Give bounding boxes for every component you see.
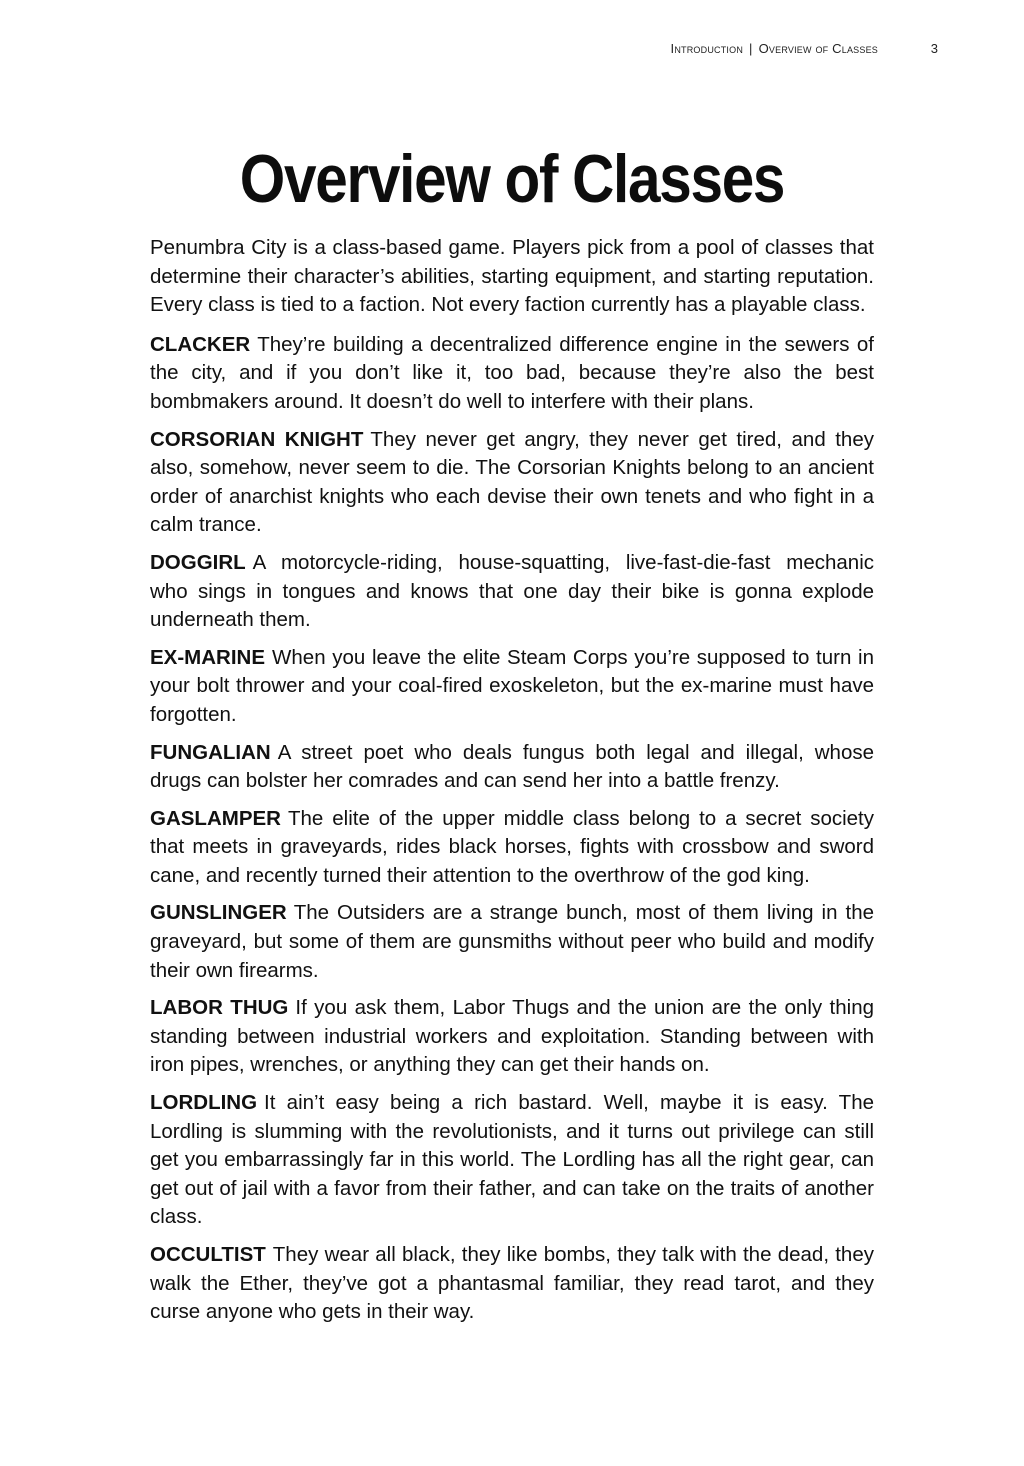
class-name: FUNGALIAN — [150, 740, 271, 764]
class-description: When you leave the elite Steam Corps you’re supposed to turn in your bolt thrower and your coal-fired exoskeleton, but the ex-marine must have forgotten. — [150, 645, 874, 726]
class-entry-labor-thug — [150, 994, 874, 1080]
running-header — [671, 41, 878, 56]
class-description: They wear all black, they like bombs, they talk with the dead, they walk the Ether, they’ve got a phantasmal familiar, they read tarot, and they curse anyone who gets in their way. — [150, 1243, 874, 1324]
header-section: Introduction — [670, 41, 744, 56]
class-entry-lordling — [150, 1089, 874, 1232]
class-description: A motorcycle-riding, house-squatting, live-fast-die-fast mechanic who sings in tongues and knows that one day their bike is gonna explode underneath them. — [150, 550, 874, 632]
class-name: LABOR THUG — [150, 996, 289, 1020]
header-separator: | — [749, 41, 753, 56]
class-description: The Outsiders are a strange bunch, most of them living in the graveyard, but some of them are gunsmiths without peer who build and modify their own firearms. — [150, 901, 874, 982]
class-description: They never get angry, they never get tired, and they also, somehow, never seem to die. The Corsorian Knights belong to an ancient order of anarchist knights who each devise their own tenets and who fight in a calm trance. — [150, 427, 874, 537]
class-description: A street poet who deals fungus both legal and illegal, whose drugs can bolster her comrades and can send her into a battle frenzy. — [150, 740, 874, 793]
class-name: EX-MARINE — [150, 645, 266, 669]
class-entry-corsorian-knight — [150, 426, 874, 540]
class-entry-clacker — [150, 331, 874, 417]
class-description: It ain’t easy being a rich bastard. Well, maybe it is easy. The Lordling is slumming with the revolutionists, and it turns out privilege can still get you embarrassingly far in this world. The Lordling has all the right gear, can get out of jail with a favor from their father, and can take on the traits of another class. — [150, 1091, 874, 1229]
class-name: OCCULTIST — [150, 1243, 266, 1266]
class-entry-fungalian — [150, 739, 874, 796]
class-entry-ex-marine — [150, 644, 874, 730]
class-name: GUNSLINGER — [150, 901, 287, 925]
class-description: If you ask them, Labor Thugs and the union are the only thing standing between industrial workers and exploitation. Standing between with iron pipes, wrenches, or anything they can get their hands on. — [150, 996, 875, 1077]
class-entry-gaslamper — [150, 805, 874, 891]
class-description: They’re building a decentralized difference engine in the sewers of the city, and if you don’t like it, too bad, because they’re also the best bombmakers around. It doesn’t do well to interfere with their plans. — [150, 332, 874, 413]
class-name: CORSORIAN KNIGHT — [150, 427, 364, 451]
body-text — [150, 234, 874, 1336]
class-name: GASLAMPER — [150, 806, 281, 830]
class-entry-gunslinger — [150, 899, 874, 985]
class-name: CLACKER — [150, 332, 251, 356]
page-number: 3 — [930, 41, 938, 56]
header-chapter: Overview of Classes — [758, 41, 878, 56]
class-entry-occultist — [150, 1241, 874, 1327]
class-entry-doggirl — [150, 549, 874, 635]
class-name: DOGGIRL — [150, 550, 246, 574]
class-description: The elite of the upper middle class belong to a secret society that meets in graveyards, rides black horses, fights with crossbow and sword cane, and recently turned their attention to the overthrow of the god king. — [150, 806, 874, 887]
class-name: LORDLING — [150, 1091, 258, 1115]
page-title: Overview of Classes — [239, 141, 785, 217]
intro-paragraph: Penumbra City is a class-based game. Players pick from a pool of classes that determine their character’s abilities, starting equipment, and starting reputation. Every class is tied to a faction. Not every faction currently has a playable class. — [150, 236, 874, 317]
